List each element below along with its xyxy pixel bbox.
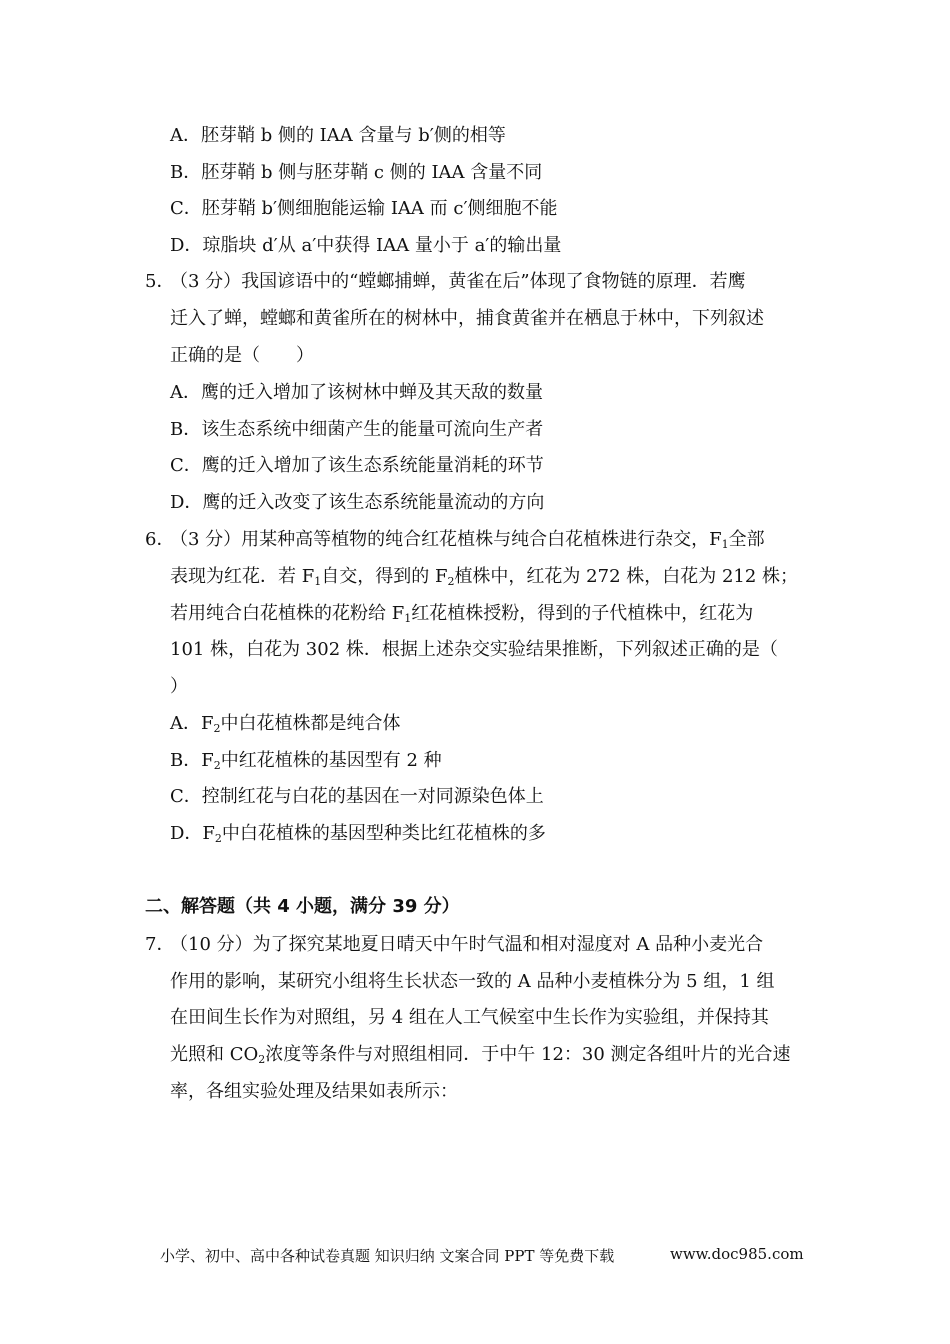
q7-stem-line3: 在田间生长作为对照组，另 4 组在人工气候室中生长作为实验组，并保持其: [170, 1007, 769, 1028]
q5-option-d: D．鹰的迁入改变了该生态系统能量流动的方向: [170, 492, 545, 513]
q6-number: 6．: [145, 529, 175, 550]
q4-option-a: A．胚芽鞘 b 侧的 IAA 含量与 b′侧的相等: [170, 125, 506, 146]
q6-option-b: B．$F_2$中红花植株的基因型有 2 种: [170, 750, 442, 772]
q5-option-b: B．该生态系统中细菌产生的能量可流向生产者: [170, 419, 544, 440]
q5-option-a: A．鹰的迁入增加了该树林中蝉及其天敌的数量: [170, 382, 543, 403]
q6-stem-line1: （3 分）用某种高等植物的纯合红花植株与纯合白花植株进行杂交，$F_1$全部: [170, 529, 765, 551]
q5-stem-line3: 正确的是（ ）: [170, 345, 314, 366]
q4-option-d: D．琼脂块 d′从 a′中获得 IAA 量小于 a′的输出量: [170, 235, 562, 256]
q7-stem-line1: （10 分）为了探究某地夏日晴天中午时气温和相对湿度对 A 品种小麦光合: [170, 934, 764, 955]
page-footer: [160, 1245, 804, 1266]
footer-site-link[interactable]: www.doc985.com: [670, 1245, 804, 1263]
q6-stem-line4: 101 株，白花为 302 株．根据上述杂交实验结果推断，下列叙述正确的是（: [170, 639, 778, 660]
q6-option-c: C．控制红花与白花的基因在一对同源染色体上: [170, 786, 544, 807]
q5-option-c: C．鹰的迁入增加了该生态系统能量消耗的环节: [170, 455, 544, 476]
q6-stem-line3: 若用纯合白花植株的花粉给 $F_1$红花植株授粉，得到的子代植株中，红花为: [170, 603, 754, 625]
q4-option-c: C．胚芽鞘 b′侧细胞能运输 IAA 而 c′侧细胞不能: [170, 198, 558, 219]
footer-text: 小学、初中、高中各种试卷真题 知识归纳 文案合同 PPT 等免费下载: [160, 1247, 615, 1265]
q7-number: 7．: [145, 934, 175, 955]
section-heading: 二、解答题（共 4 小题，满分 39 分）: [145, 896, 460, 917]
q7-stem-line5: 率，各组实验处理及结果如表所示：: [170, 1081, 458, 1102]
q4-option-b: B．胚芽鞘 b 侧与胚芽鞘 c 侧的 IAA 含量不同: [170, 162, 543, 183]
q6-option-a: A．$F_2$中白花植株都是纯合体: [170, 713, 401, 735]
q6-stem-line5: ）: [170, 676, 188, 697]
q5-number: 5．: [145, 271, 175, 292]
q6-stem-line2: 表现为红花．若 $F_1$自交，得到的 $F_2$植株中，红花为 272 株，白花为 212 株；: [170, 566, 799, 588]
q6-option-d: D．$F_2$中白花植株的基因型种类比红花植株的多: [170, 823, 546, 845]
q5-stem-line2: 迁入了蝉，螳螂和黄雀所在的树林中，捕食黄雀并在栖息于林中，下列叙述: [170, 308, 764, 329]
q7-stem-line2: 作用的影响，某研究小组将生长状态一致的 A 品种小麦植株分为 5 组，1 组: [170, 971, 775, 992]
q5-stem-line1: （3 分）我国谚语中的“螳螂捕蝉，黄雀在后”体现了食物链的原理．若鹰: [170, 271, 746, 292]
q7-stem-line4: 光照和 $CO_2$浓度等条件与对照组相同．于中午 12：30 测定各组叶片的光合速: [170, 1044, 791, 1066]
